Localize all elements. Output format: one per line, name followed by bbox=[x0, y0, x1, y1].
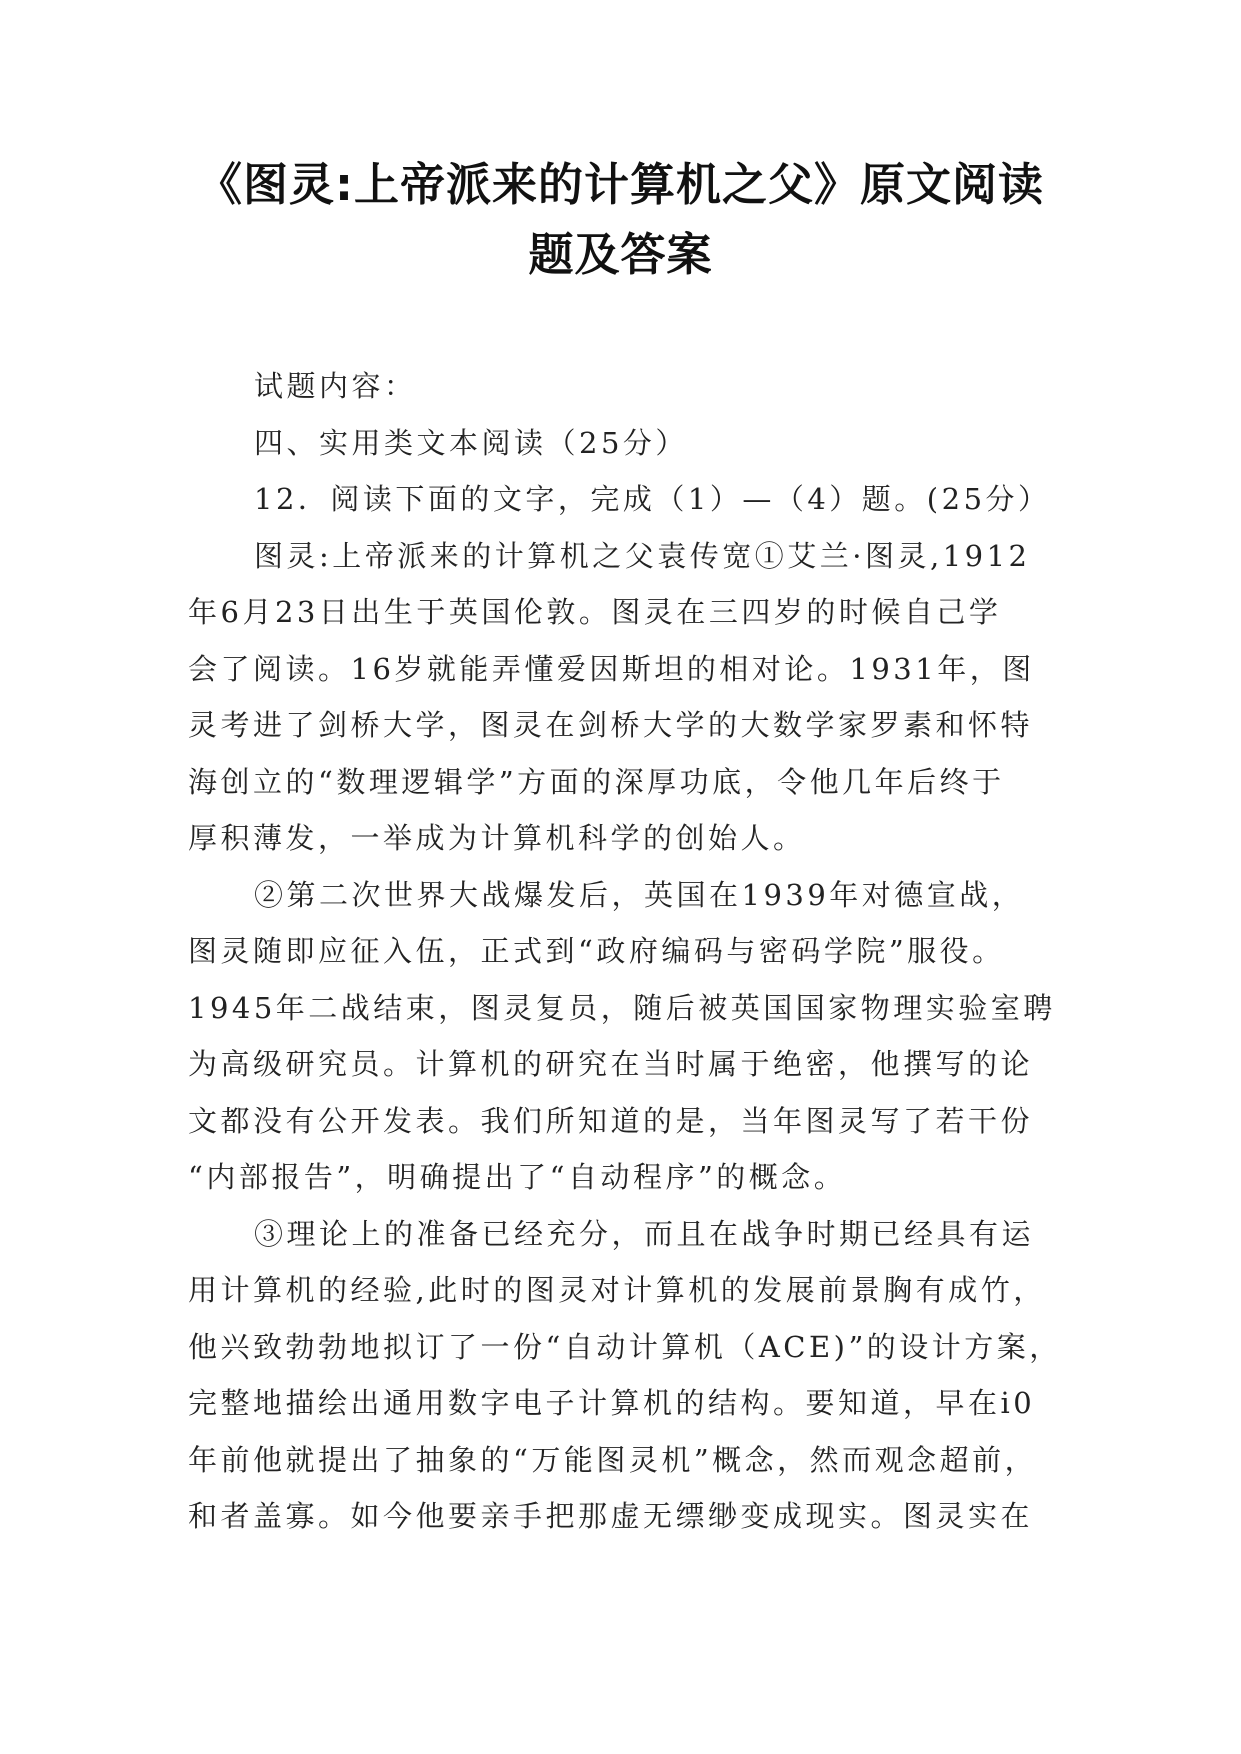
text-line: 图灵:上帝派来的计算机之父袁传宽①艾兰·图灵,1912 bbox=[254, 538, 1031, 573]
text-line: ③理论上的准备已经充分，而且在战争时期已经具有运 bbox=[254, 1216, 1035, 1251]
paragraph-question-prompt bbox=[188, 471, 1052, 528]
text-line: 1945年二战结束，图灵复员，随后被英国国家物理实验室聘 bbox=[188, 990, 1056, 1025]
text-line: 年6月23日出生于英国伦敦。图灵在三四岁的时候自己学 bbox=[188, 595, 1002, 629]
title-line-1: 《图灵:上帝派来的计算机之父》原文阅读 bbox=[197, 158, 1044, 211]
text-line: 四、实用类文本阅读（25分） bbox=[254, 425, 688, 460]
text-line: 完整地描绘出通用数字电子计算机的结构。要知道，早在i0 bbox=[188, 1386, 1036, 1420]
paragraph-3 bbox=[188, 1206, 1062, 1545]
text-line: 为高级研究员。计算机的研究在当时属于绝密，他撰写的论 bbox=[188, 1047, 1034, 1081]
paragraph-section-heading bbox=[188, 415, 1052, 472]
text-line: 海创立的“数理逻辑学”方面的深厚功底，令他几年后终于 bbox=[188, 764, 1005, 799]
title-line-2: 题及答案 bbox=[528, 228, 713, 281]
text-line: 用计算机的经验,此时的图灵对计算机的发展前景胸有成竹， bbox=[188, 1273, 1046, 1307]
text-line: 他兴致勃勃地拟订了一份“自动计算机（ACE)”的设计方案， bbox=[188, 1329, 1062, 1364]
text-line: “内部报告”，明确提出了“自动程序”的概念。 bbox=[188, 1160, 847, 1194]
text-line: 12．阅读下面的文字，完成（1）—（4）题。(25分） bbox=[254, 482, 1051, 516]
text-line: 试题内容： bbox=[254, 369, 417, 403]
paragraph-section-label bbox=[188, 358, 1052, 415]
paragraph-1 bbox=[188, 528, 1052, 867]
document-body bbox=[188, 358, 1062, 1545]
text-line: 文都没有公开发表。我们所知道的是，当年图灵写了若干份 bbox=[188, 1103, 1034, 1138]
text-line: 图灵随即应征入伍，正式到“政府编码与密码学院”服役。 bbox=[188, 934, 1005, 968]
text-line: 和者盖寡。如今他要亲手把那虚无缥缈变成现实。图灵实在 bbox=[188, 1499, 1034, 1533]
text-line: 年前他就提出了抽象的“万能图灵机”概念，然而观念超前， bbox=[188, 1442, 1038, 1477]
paragraph-2 bbox=[188, 867, 1056, 1206]
text-line: 会了阅读。16岁就能弄懂爱因斯坦的相对论。1931年，图 bbox=[188, 651, 1035, 686]
text-line: 灵考进了剑桥大学，图灵在剑桥大学的大数学家罗素和怀特 bbox=[188, 708, 1034, 742]
document-title bbox=[150, 150, 1091, 290]
text-line: 厚积薄发，一举成为计算机科学的创始人。 bbox=[188, 821, 806, 855]
text-line: ②第二次世界大战爆发后，英国在1939年对德宣战， bbox=[254, 877, 1025, 912]
